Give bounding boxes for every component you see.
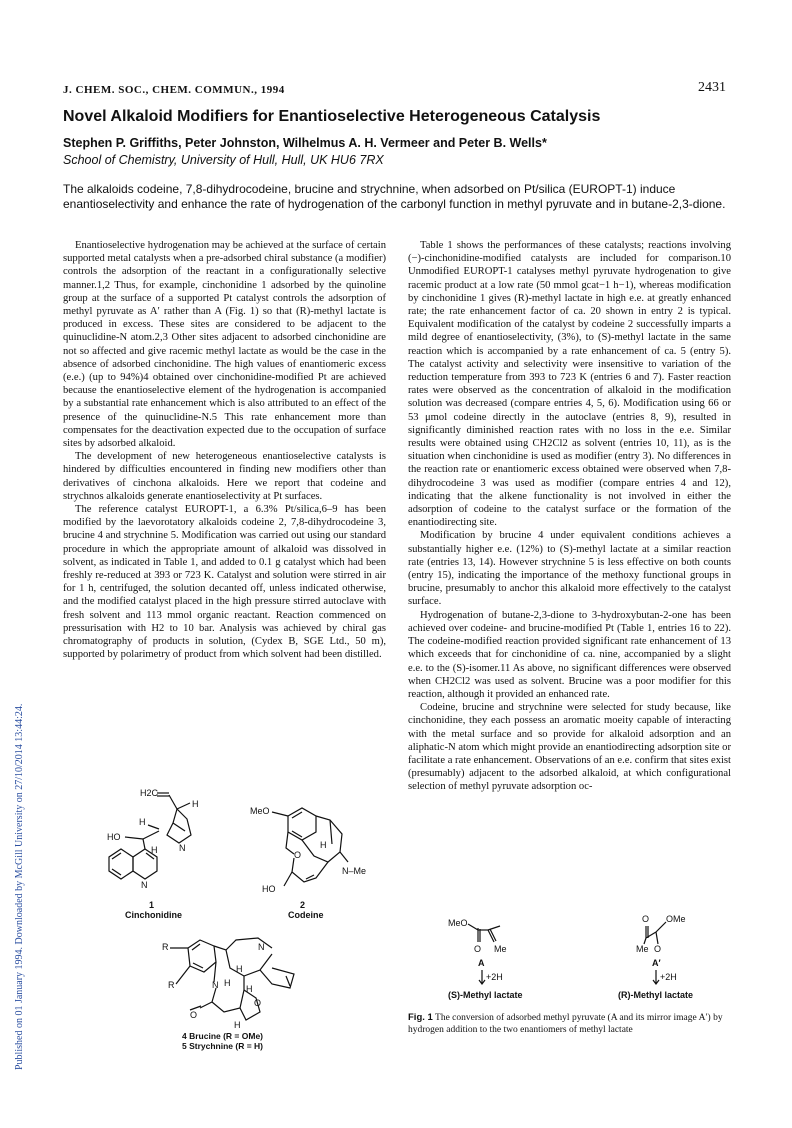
struct-label: N–Me xyxy=(342,866,367,876)
struct-label: H xyxy=(234,1020,241,1030)
struct-label: O xyxy=(190,1010,198,1020)
struct-label: H xyxy=(192,799,199,809)
fig1-label: O xyxy=(474,944,482,954)
struct-label: H xyxy=(246,984,253,994)
article-title: Novel Alkaloid Modifiers for Enantioselective Heterogeneous Catalysis xyxy=(63,108,601,125)
fig1-caption-label: Fig. 1 xyxy=(408,1012,433,1023)
struct-label: N xyxy=(212,980,219,990)
left-column xyxy=(63,239,386,662)
abstract: The alkaloids codeine, 7,8-dihydrocodeine, brucine and strychnine, when adsorbed on Pt/silica (EUROPT-1) induce enantioselectivity and enhance the rate of hydrogenation of the carbonyl function in methyl pyruvate and in butane-2,3-dione. xyxy=(63,182,726,211)
structure-number: 2 xyxy=(300,900,306,910)
struct-label: O xyxy=(254,998,262,1008)
fig1-label: OMe xyxy=(666,914,686,924)
paragraph: Hydrogenation of butane-2,3-dione to 3-hydroxybutan-2-one has been achieved over codeine- and brucine-modified Pt (Table 1, entries 16 to 22). The codeine-modified reaction provided significant rate enhancement of 13 which exceeds that for cinchonidine of ca. nine, accompanied by a slight e.e. to the (S)-isomer.11 As above, no significant differences were observed when CH2Cl2 was used as solvent. Brucine was a poor modifier for this reaction, although it provided an enhanced rate. xyxy=(408,609,731,700)
codeine-structure xyxy=(250,800,370,900)
structure-name: Codeine xyxy=(288,910,324,920)
fig1-label: O xyxy=(654,944,662,954)
struct-label: H xyxy=(320,840,327,850)
fig1-scheme xyxy=(420,912,730,1004)
fig1-label: Me xyxy=(494,944,507,954)
page-number: 2431 xyxy=(698,80,726,95)
fig1-label: +2H xyxy=(486,972,503,982)
affiliation: School of Chemistry, University of Hull, Hull, UK HU6 7RX xyxy=(63,153,384,167)
paragraph: Enantioselective hydrogenation may be achieved at the surface of certain supported metal catalysts when a pre-adsorbed chiral substance (a modifier) controls the adsorption of the reactant in a configurationally selective manner.1,2 Thus, for example, cinchonidine 1 adsorbed by the quinoline group at the surface of a supported Pt catalyst controls the adsorption of methyl pyruvate as A′ rather than A (Fig. 1) so that (R)-methyl lactate is produced in excess. These sites are considered to be adjacent to the quinuclidine-N atom.2,3 Other sites adjacent to adsorbed cinchonidine are not so affected and give racemic methyl lactate as would be the case in the absence of adsorbed cinchonidine. The high values of enantiomeric excess (e.e.) (up to 94%)4 obtained over cinchonidine-modified Pt are achieved because the enantioselective element of the hydrogenation is accompanied by a substantial rate enhancement which is also attributed to an effect of the presence of the quinuclidine-N.5 This rate enhancement more than compensates for the deactivation expected due to the occupation of surface sites by adsorbed alkaloid. xyxy=(63,240,386,450)
structure-number: 1 xyxy=(149,900,155,910)
fig1-label: A′ xyxy=(652,958,661,968)
fig1-product: (R)-Methyl lactate xyxy=(618,990,694,1000)
struct-label: H xyxy=(151,845,158,855)
right-column xyxy=(408,239,731,794)
struct-label: N xyxy=(258,942,265,952)
paragraph: Codeine, brucine and strychnine were selected for study because, like cinchonidine, they each possess an aromatic moeity capable of interacting with the metal surface and so provide for alkaloid adsorption and an aliphatic-N atom which might provide an enantiodirecting adsorption site or facilitate a rate enhancement. Observations of an e.e. confirm that sites exist (presumably) adjacent to the adsorbed alkaloid, at which configurational selection of methyl pyruvate adsorption oc- xyxy=(408,702,731,793)
author-list: Stephen P. Griffiths, Peter Johnston, Wilhelmus A. H. Vermeer and Peter B. Wells* xyxy=(63,136,547,150)
struct-label: HO xyxy=(262,884,276,894)
structure-caption: 5 Strychnine (R = H) xyxy=(182,1041,264,1051)
struct-label: H xyxy=(139,817,146,827)
fig1-label: A xyxy=(478,958,485,968)
fig1-caption xyxy=(408,1012,731,1036)
struct-label: HO xyxy=(107,832,121,842)
download-stamp-text: Published on 01 January 1994. Downloaded by McGill University on 27/10/2014 13:44:24. xyxy=(14,703,25,1070)
struct-label: R xyxy=(162,942,169,952)
brucine-strychnine-structure xyxy=(160,928,310,1033)
struct-label: O xyxy=(294,850,302,860)
fig1-caption-text: The conversion of adsorbed methyl pyruvate (A and its mirror image A′) by hydrogen addition to the two enantiomers of methyl lactate xyxy=(408,1013,723,1035)
fig1-label: +2H xyxy=(660,972,677,982)
download-stamp xyxy=(2,140,25,1080)
structure-name: Cinchonidine xyxy=(125,910,182,920)
structure-caption: 4 Brucine (R = OMe) xyxy=(182,1031,264,1041)
struct-label: H xyxy=(236,964,243,974)
struct-label: R xyxy=(168,980,175,990)
cinchonidine-structure xyxy=(95,785,215,900)
paragraph: The reference catalyst EUROPT-1, a 6.3% Pt/silica,6–9 has been modified by the laevorotatory alkaloids codeine 2, 7,8-dihydrocodeine 3, brucine 4 and strychnine 5. Modification was carried out using our standard procedure in which the appropriate amount of alkaloid was dissolved in solvent, as indicated in Table 1, and added to 0.1 g catalyst which had been freshly re-reduced at 393 or 723 K. Catalyst and solution were stirred in air for 1 h, centrifuged, the solution decanted off, unless indicated otherwise, and the modified catalyst placed in the high pressure stirred autoclave with fresh solvent and 113 mmol organic reactant. Reaction commenced on pressurisation with H2 to 10 bar. Analysis was achieved by chiral gas chromatography of products in solution, (Cydex B, SGE Ltd., 50 m), supported by polarimetry of product from which solvent had been distilled. xyxy=(63,504,386,661)
paragraph: The development of new heterogeneous enantioselective catalysts is hindered by difficulties encountered in finding new modifiers other than derivatives of cinchona alkaloids. Here we report that codeine and strychnos alkaloids generate enantioselectivity at Pt surfaces. xyxy=(63,451,386,502)
fig1-label: O xyxy=(642,914,650,924)
struct-label: H2C xyxy=(140,788,159,798)
struct-label: MeO xyxy=(250,806,270,816)
fig1-label: MeO xyxy=(448,918,468,928)
journal-header: J. CHEM. SOC., CHEM. COMMUN., 1994 xyxy=(63,84,285,96)
paragraph: Table 1 shows the performances of these catalysts; reactions involving (−)-cinchonidine-modified catalysts are included for comparison.10 Unmodified EUROPT-1 catalyses methyl pyruvate hydrogenation to give racemic product at a low rate (50 mmol gcat−1 h−1), whereas modification by cinchonidine 1 gives (R)-methyl lactate in high e.e. at greatly enhanced rate; the rate enhancement factor of ca. 20 shown in entry 2 is typical. Equivalent modification of the catalyst by codeine 2 successfully imparts a mild degree of enantioselectivity, (3%), to (S)-methyl lactate in the same reaction which is accompanied by a rate enhancement of ca. 5 (entry 5). The catalyst activity and selectivity were insensitive to variation of the reduction temperature from 393 to 723 K (entries 6 and 7). Faster reaction rates were observed as the concentration of alkaloid in the modification solution was decreased (compare entries 4, 5, 6). Modification using 66 or 53 μmol codeine directly in the autoclave (entries 8, 9), resulted in significantly diminished reaction rates with no loss in the e.e. Similar results were obtained using CH2Cl2 as solvent (entries 10, 11), as is the situation when cinchonidine is used as modifier (entry 3). No differences in the reaction rate or enantiomeric excess obtained were observed when 7,8-dihydrocodeine 3 was used as modifier (compare entries 4 and 12), indicating that the alkene functionality is not involved in either the adsorption of codeine to the catalyst surface or the formation of the enantiodirecting site. xyxy=(408,240,731,529)
struct-label: H xyxy=(224,978,231,988)
fig1-product: (S)-Methyl lactate xyxy=(448,990,523,1000)
fig1-label: Me xyxy=(636,944,649,954)
paragraph: Modification by brucine 4 under equivalent conditions achieves a substantially higher e.e. (12%) to (S)-methyl lactate at a similar reaction rate (entries 13, 14). However strychnine 5 is less effective on both counts (entry 15), indicating the importance of the methoxy functional groups in brucine, presumably to anchor this alkaloid more effectively to the catalyst surface. xyxy=(408,530,731,608)
struct-label: N xyxy=(179,843,186,853)
struct-label: N xyxy=(141,880,148,890)
